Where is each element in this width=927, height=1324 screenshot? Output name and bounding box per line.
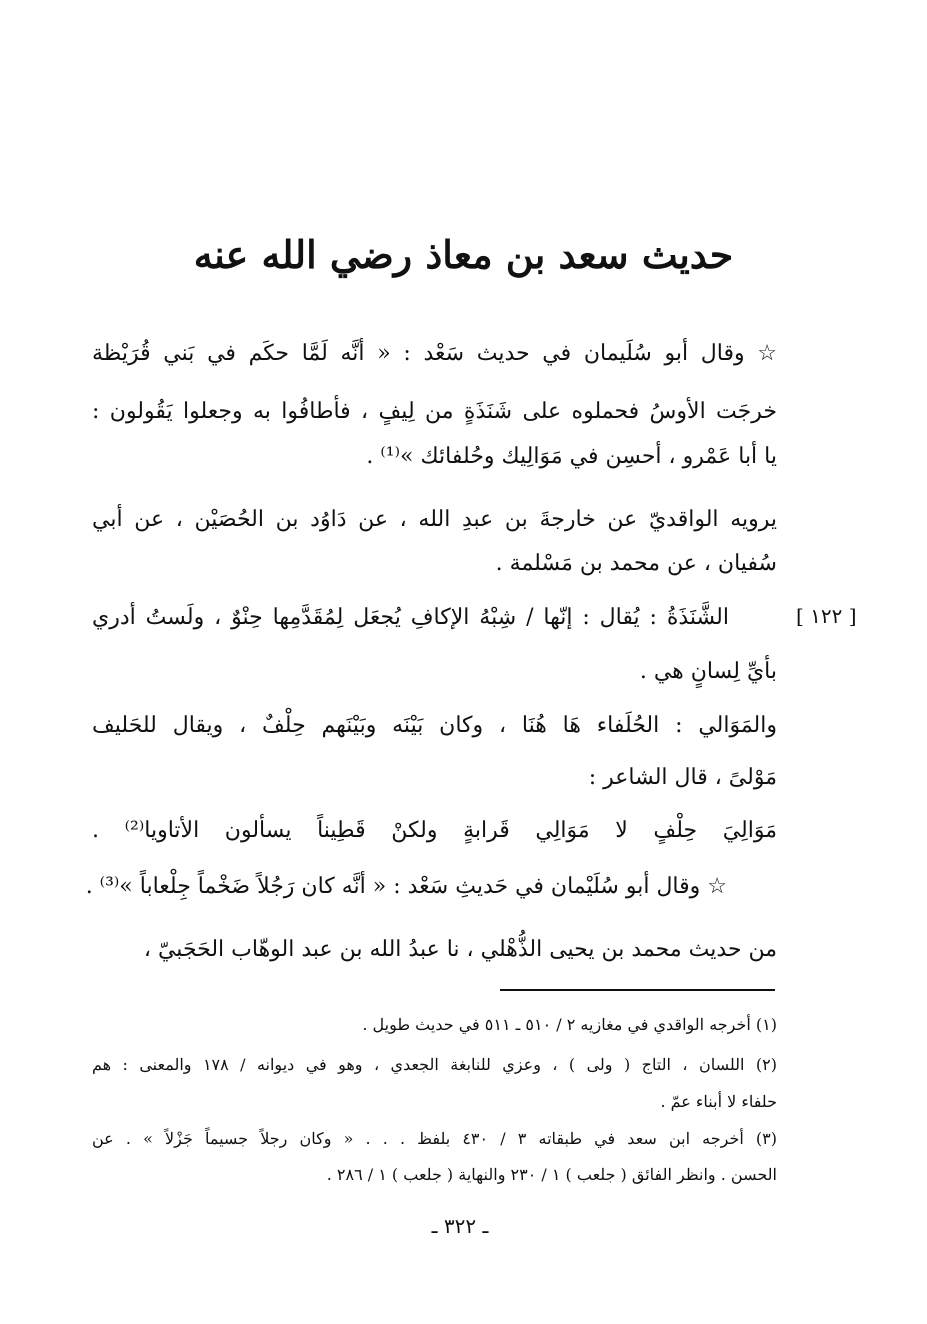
footnote-3: (٣) أخرجه ابن سعد في طبقاته ٣ / ٤٣٠ بلفظ . . . « وكان رجلاً جسيماً جَزْلاً » . عن [92, 1129, 777, 1148]
footnote-2: (٢) اللسان ، التاج ( ولى ) ، وعزي للنابغة الجعدي ، وهو في ديوانه / ١٧٨ والمعنى : هم [92, 1055, 778, 1074]
footnote-1: (١) أخرجه الواقدي في مغازيه ٢ / ٥١٠ ـ ٥١١ في حديث طويل . [362, 1015, 777, 1034]
footnote-3-cont: الحسن . وانظر الفائق ( جلعب ) ١ / ٢٣٠ والنهاية ( جلعب ) ١ / ٢٨٦ . [326, 1165, 777, 1184]
text-line-3: يا أبا عَمْرو ، أحسِن في مَوَالِيك وحُلفائك »⁽¹⁾ . [366, 444, 777, 469]
text-line-2: خرجَت الأوسُ فحملوه على شَنَذَةٍ من لِيفٍ ، فأطافُوا به وجعلوا يَقُولون : [92, 399, 777, 424]
text-line-5: سُفيان ، عن محمد بن مَسْلمة . [495, 551, 777, 576]
text-line-4: يرويه الواقديّ عن خارجةَ بن عبدِ الله ، عن دَاوُد بن الحُصَيْن ، عن أبي [92, 507, 777, 532]
text-line-1: ☆ وقال أبو سُلَيمان في حديث سَعْد : « أنَّه لَمَّا حكَم في بَني قُرَيْظة [92, 341, 777, 366]
poetry-verse: مَوَالِيَ حِلْفٍ لا مَوَالِي قَرابةٍ ولكنْ قَطِيناً يسألون الأتاويا⁽²⁾ . [92, 818, 777, 843]
page-title: حديث سعد بن معاذ رضي الله عنه [193, 232, 734, 277]
text-line-8: والمَوَالي : الحُلَفاء هَا هُنَا ، وكان بَيْنَه وبَيْنَهم حِلْفٌ ، ويقال للحَليف [92, 713, 777, 738]
text-line-12: من حديث محمد بن يحيى الذُّهْلي ، نا عبدُ الله بن عبد الوهّاب الحَجَبيّ ، [143, 937, 777, 962]
footnote-divider [500, 989, 775, 991]
page-number: ـ ٣٢٢ ـ [431, 1214, 489, 1238]
text-line-6: الشَّنَذَةُ : يُقال : إنّها / شِبْهُ الإكافِ يُجعَل لِمُقَدَّمِها حِنْوٌ ، ولَستُ أدري [92, 605, 729, 630]
margin-marker: [ ١٢٢ ] [796, 604, 857, 628]
text-line-9: مَوْلىً ، قال الشاعر : [588, 765, 777, 790]
text-line-7: بأيِّ لِسانٍ هي . [639, 659, 777, 684]
footnote-2-cont: حلفاء لا أبناء عمّ . [660, 1092, 777, 1111]
text-line-11: ☆ وقال أبو سُلَيْمان في حَديثِ سَعْد : « أنَّه كان رَجُلاً ضَخْماً جِلْعاباً »⁽³⁾ . [85, 874, 727, 899]
